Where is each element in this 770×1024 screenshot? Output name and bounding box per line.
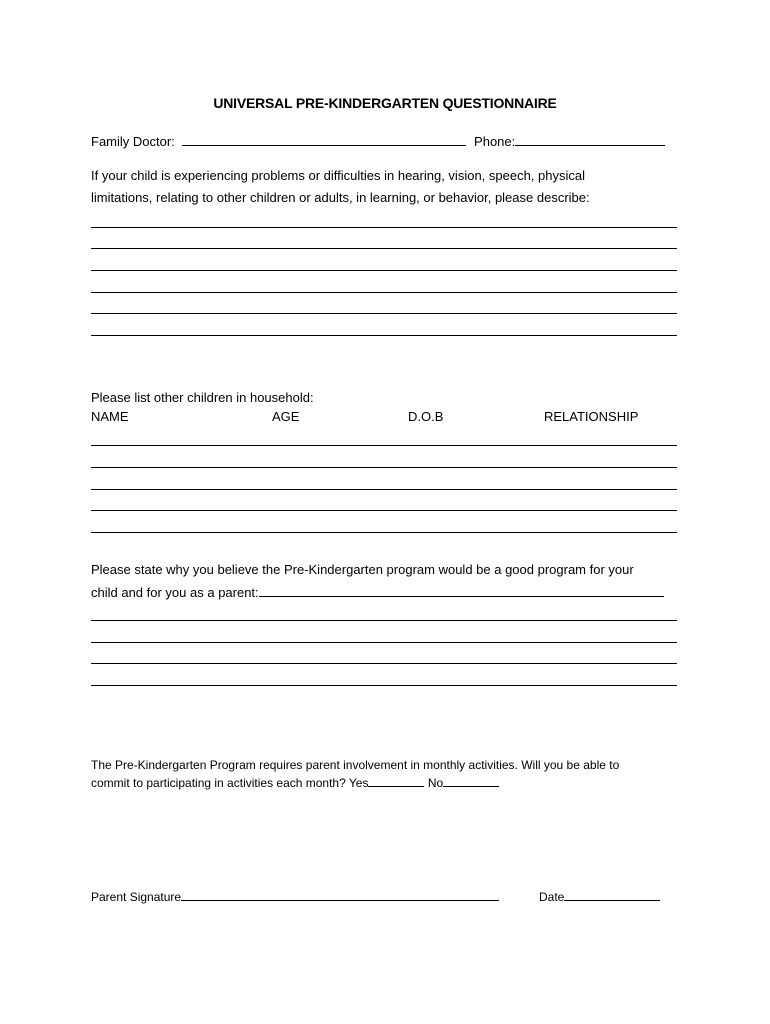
household-line-2[interactable]: [91, 467, 677, 468]
no-label: No: [427, 776, 444, 790]
describe-line-4[interactable]: [91, 292, 677, 293]
doctor-row: [91, 133, 665, 149]
describe-line-2[interactable]: [91, 248, 677, 249]
column-name: NAME: [91, 409, 129, 424]
family-doctor-field[interactable]: [182, 133, 466, 146]
yes-field[interactable]: [368, 775, 424, 787]
phone-label: Phone:: [474, 134, 516, 149]
household-label: Please list other children in household:: [91, 390, 314, 405]
column-dob: D.O.B: [408, 409, 444, 424]
signature-field[interactable]: [181, 889, 499, 901]
describe-line-5[interactable]: [91, 313, 677, 314]
signature-row: [91, 889, 499, 904]
program-line-4[interactable]: [91, 685, 677, 686]
difficulties-text-line-1: If your child is experiencing problems or difficulties in hearing, vision, speech, physical: [91, 168, 586, 183]
household-line-1[interactable]: [91, 445, 677, 446]
date-label: Date: [539, 890, 565, 904]
involvement-text-row-2: [91, 775, 499, 790]
describe-line-1[interactable]: [91, 227, 677, 228]
column-relationship: RELATIONSHIP: [544, 409, 639, 424]
no-field[interactable]: [443, 775, 499, 787]
involvement-text-line-1: The Pre-Kindergarten Program requires parent involvement in monthly activities. Will you be able to: [91, 758, 620, 772]
column-age: AGE: [272, 409, 300, 424]
program-line-1[interactable]: [91, 620, 677, 621]
date-row: [539, 889, 660, 904]
program-reason-field[interactable]: [259, 584, 664, 597]
household-line-3[interactable]: [91, 489, 677, 490]
date-field[interactable]: [564, 889, 660, 901]
program-text-row-2: [91, 584, 664, 600]
page-title: UNIVERSAL PRE-KINDERGARTEN QUESTIONNAIRE: [213, 95, 557, 111]
program-line-3[interactable]: [91, 663, 677, 664]
involvement-text-line-2: commit to participating in activities each month? Yes: [91, 776, 369, 790]
program-text-line-1: Please state why you believe the Pre-Kindergarten program would be a good program for your: [91, 562, 634, 577]
signature-label: Parent Signature: [91, 890, 182, 904]
program-text-line-2: child and for you as a parent:: [91, 585, 259, 600]
describe-line-6[interactable]: [91, 335, 677, 336]
household-line-5[interactable]: [91, 532, 677, 533]
describe-line-3[interactable]: [91, 270, 677, 271]
household-line-4[interactable]: [91, 510, 677, 511]
program-line-2[interactable]: [91, 642, 677, 643]
phone-field[interactable]: [515, 133, 665, 146]
family-doctor-label: Family Doctor:: [91, 134, 175, 149]
difficulties-text-line-2: limitations, relating to other children or adults, in learning, or behavior, please describe:: [91, 190, 590, 205]
